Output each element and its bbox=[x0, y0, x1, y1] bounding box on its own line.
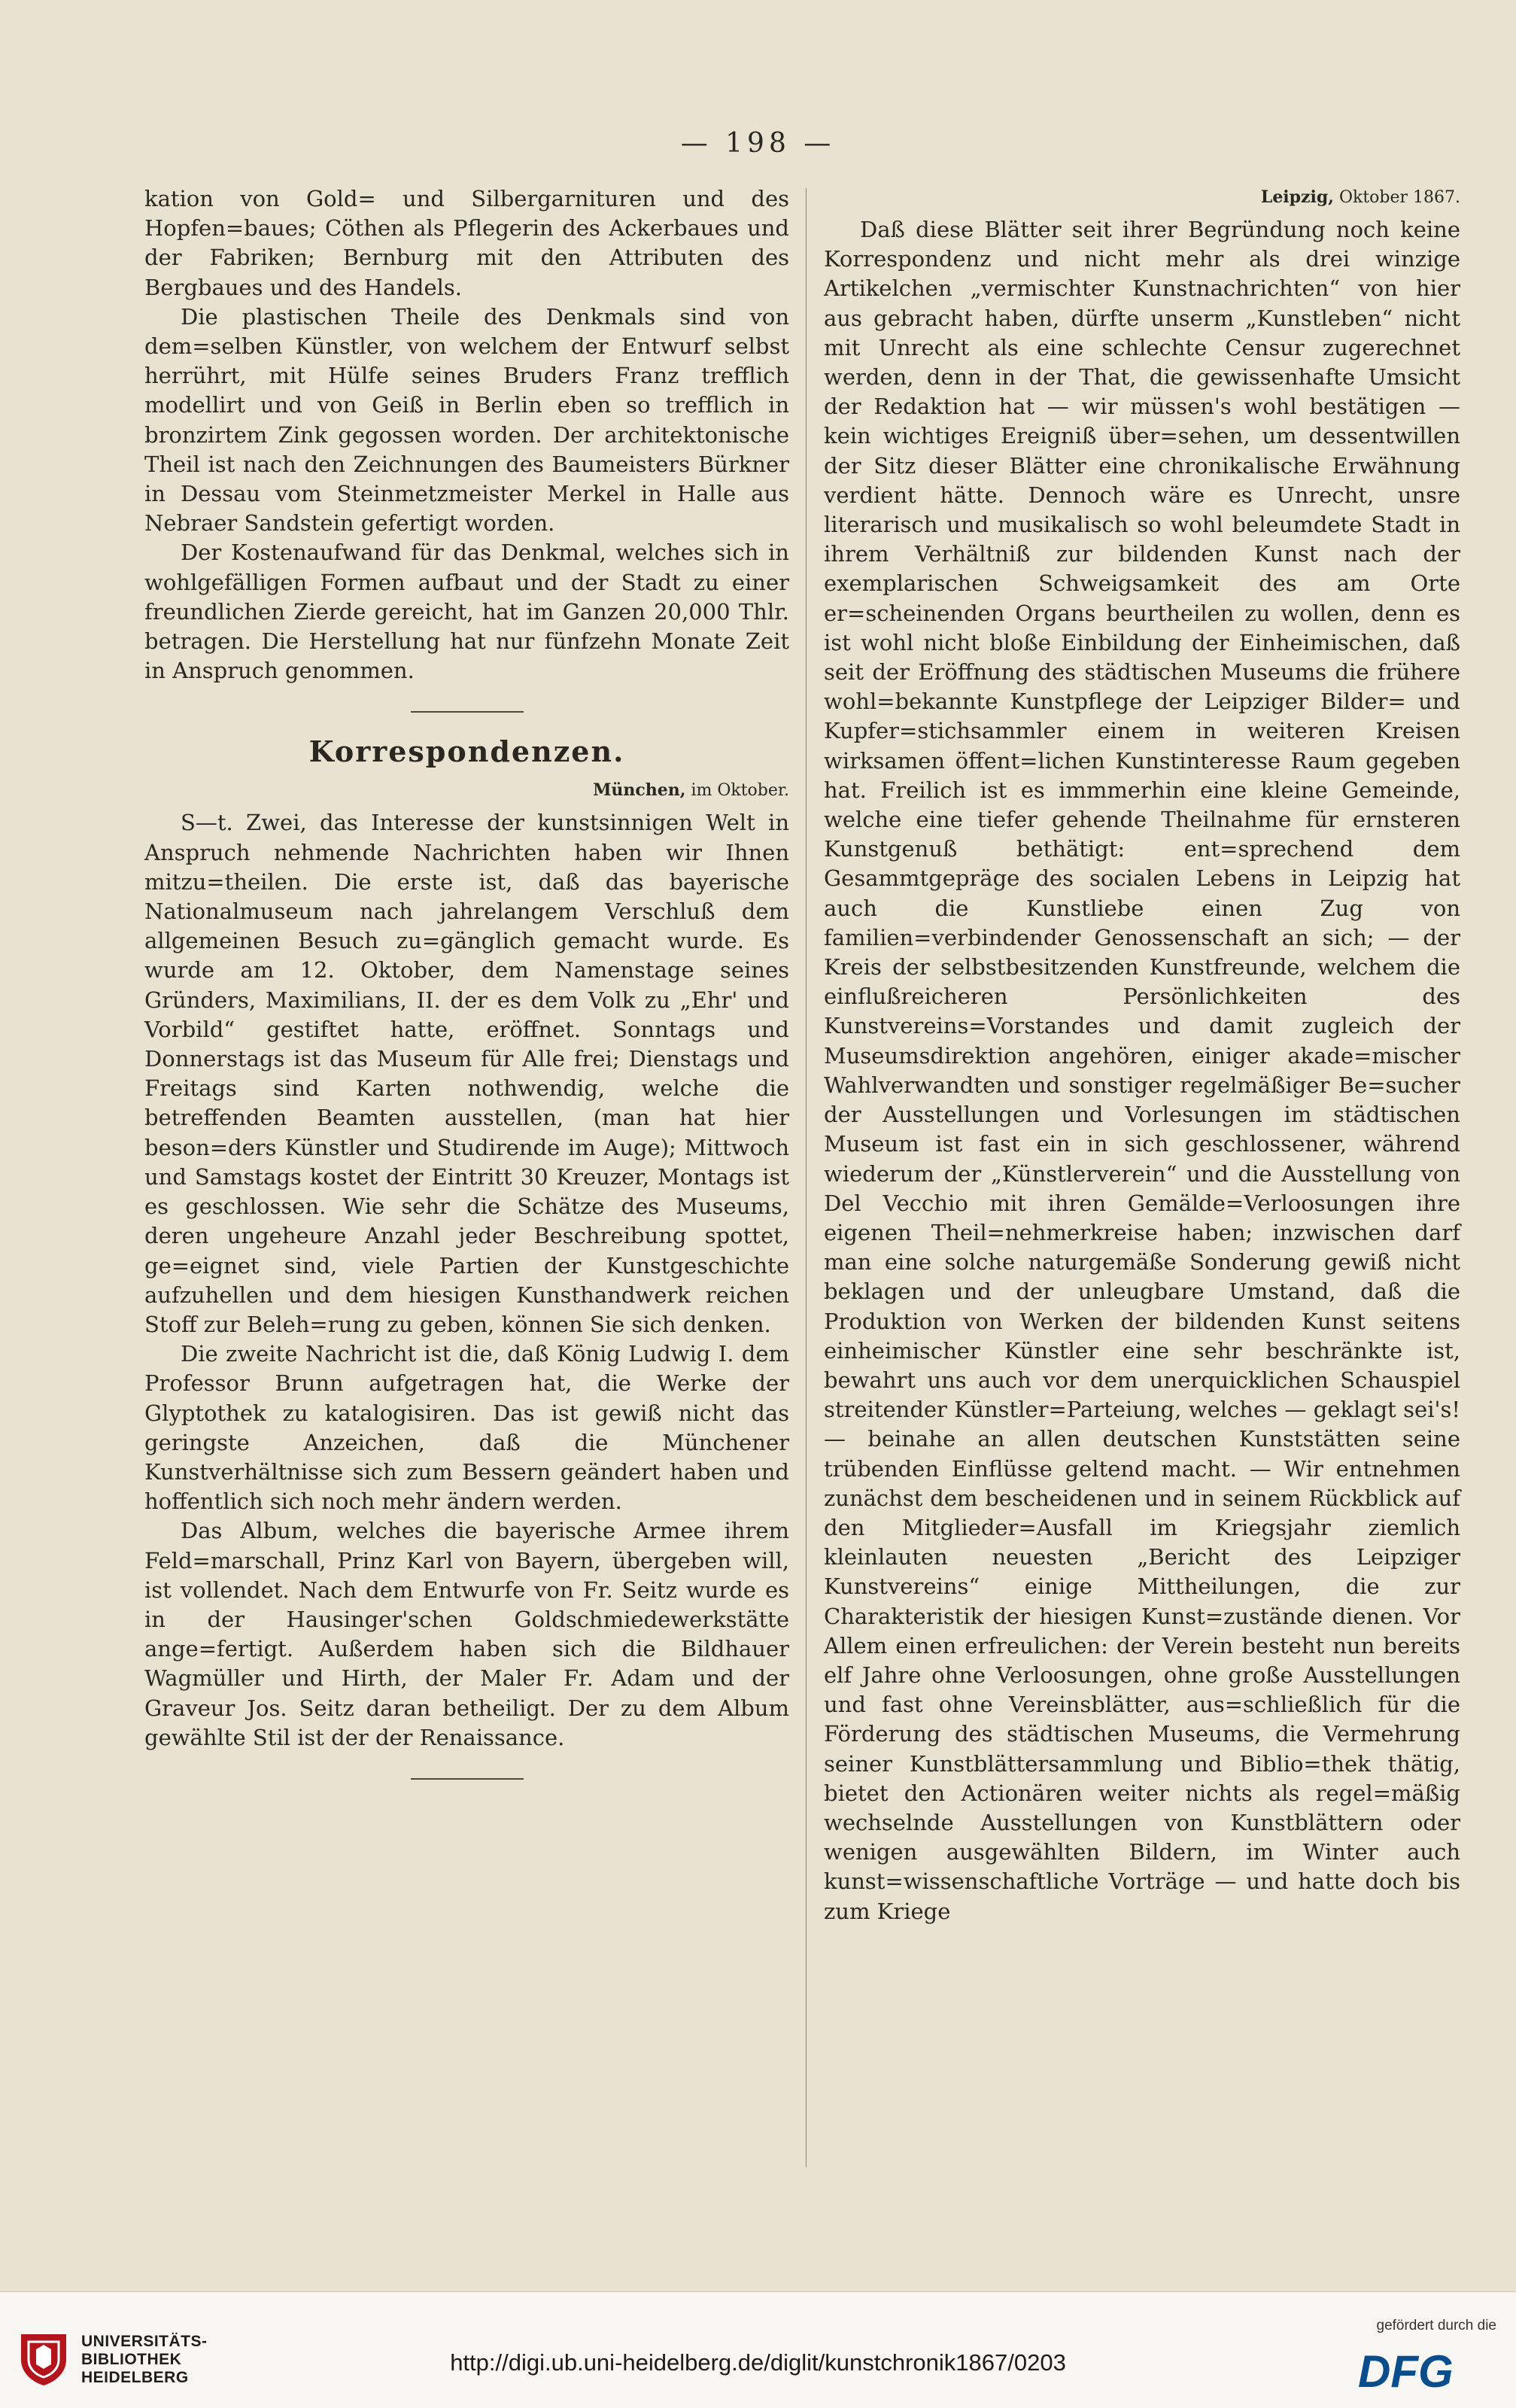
paragraph: Die zweite Nachricht ist die, daß König Ludwig I. dem Professor Brunn aufgetragen hat, die Werke der Glyptothek zu katalogisiren. Das ist gewiß nicht das geringste Anzeichen, daß die Münchener Kunstverhältnisse sich zum Bessern geändert haben und hoffentlich sich noch mehr ändern werden. bbox=[144, 1341, 789, 1515]
dateline-munich bbox=[144, 777, 789, 804]
dateline-date: Oktober 1867. bbox=[1338, 188, 1460, 207]
permalink-url[interactable]: http://digi.ub.uni-heidelberg.de/diglit/kunstchronik1867/0203 bbox=[450, 2349, 1066, 2376]
institution-line: HEIDELBERG bbox=[81, 2369, 189, 2386]
paragraph: kation von Gold= und Silbergarnituren und des Hopfen=baues; Cöthen als Pflegerin des Ackerbaues und der Fabriken; Bernburg mit den Attributen des Bergbaues und des Handels. bbox=[144, 186, 789, 300]
paragraph: Die plastischen Theile des Denkmals sind von dem=selben Künstler, von welchem der Entwurf selbst herrührt, mit Hülfe seines Bruders Franz trefflich modellirt und von Geiß in Berlin eben so trefflich in bronzirtem Zink gegossen worden. Der architektonische Theil ist nach den Zeichnungen des Baumeisters Bürkner in Dessau vom Steinmetzmeister Merkel in Halle aus Nebraer Sandstein gefertigt worden. bbox=[144, 303, 789, 537]
dateline-place: München, bbox=[593, 780, 686, 801]
paragraph: Der Kostenaufwand für das Denkmal, welches sich in wohlgefälligen Formen aufbaut und der Stadt zu einer freundlichen Zierde gereicht, hat im Ganzen 20,000 Thlr. betragen. Die Herstellung hat nur fünfzehn Monate Zeit in Anspruch genommen. bbox=[144, 540, 789, 684]
funder-logo-text: DFG bbox=[1358, 2346, 1454, 2393]
paragraph: Daß diese Blätter seit ihrer Begründung noch keine Korrespondenz und nicht mehr als drei winzige Artikelchen „vermischter Kunstnachrichten“ von hier aus gebracht haben, dürfte unserm „Kunstleben“ nicht mit Unrecht als eine schlechte Censur zugerechnet werden, denn in der That, die gewissenhafte Umsicht der Redaktion hat — wir müssen's wohl bestätigen — kein wichtiges Ereigniß über=sehen, um dessentwillen der Sitz dieser Blätter eine chronikalische Erwähnung verdient hätte. Dennoch wäre es Unrecht, unsre literarisch und musikalisch so wohl beleumdete Stadt in ihrem Verhältniß zur bildenden Kunst nach der exemplarischen Schweigsamkeit des am Orte er=scheinenden Organs beurtheilen zu wollen, denn es ist wohl nicht bloße Einbildung der Einheimischen, daß seit der Eröffnung des städtischen Museums die frühere wohl=bekannte Kunstpflege der Leipziger Bilder= und Kupfer=stichsammler einem in weiteren Kreisen wirksamen öffent=lichen Kunstinteresse Raum gegeben hat. Freilich ist es immmerhin eine kleine Gemeinde, welche eine tiefer gehende Theilnahme für ernsteren Kunstgenuß bethätigt: ent=sprechend dem Gesammtgepräge des socialen Lebens in Leipzig hat auch die Kunstliebe einen Zug von familien=verbindender Genossenschaft an sich; — der Kreis der selbstbesitzenden Kunstfreunde, welchem die einflußreicheren Persönlichkeiten des Kunstvereins=Vorstandes und damit zugleich der Museumsdirektion angehören, einiger akade=mischer Wahlverwandten und sonstiger regelmäßiger Be=sucher der Ausstellungen und Vorlesungen im städtischen Museum ist fast ein in sich geschlossener, während wiederum der „Künstlerverein“ und die Ausstellung von Del Vecchio mit ihren Gemälde=Verloosungen ihre eigenen Theil=nehmerkreise haben; inzwischen darf man eine solche naturgemäße Sonderung gewiß nicht beklagen und der unleugbare Umstand, daß die Produktion von Werken der bildenden Kunst seitens einheimischer Künstler eine sehr beschränkte ist, bewahrt uns auch vor dem unerquicklichen Schauspiel streitender Künstler=Parteiung, welches — geklagt sei's! — beinahe an allen deutschen Kunststätten seine trübenden Einflüsse geltend macht. — Wir entnehmen zunächst dem bescheidenen und in seinem Rückblick auf den Mitglieder=Ausfall im Kriegsjahr ziemlich kleinlauten neuesten „Bericht des Leipziger Kunstvereins“ einige Mittheilungen, die zur Charakteristik der hiesigen Kunst=zustände dienen. Vor Allem einen erfreulichen: der Verein besteht nun bereits elf Jahre ohne Verloosungen, ohne große Ausstellungen und fast ohne Vereinsblätter, aus=schließlich für die Förderung des städtischen Museums, die Vermehrung seiner Kunstblättersammlung und Biblio=thek thätig, bietet den Actionären weiter nichts als regel=mäßig wechselnde Ausstellungen von Kunstblättern oder wenigen ausgewählten Bildern, im Winter auch kunst=wissenschaftliche Vorträge — und hatte doch bis zum Kriege bbox=[824, 217, 1460, 1924]
dfg-logo-icon bbox=[1353, 2346, 1496, 2393]
right-column bbox=[824, 184, 1460, 1926]
dateline-place: Leipzig, bbox=[1260, 187, 1334, 207]
left-column bbox=[144, 184, 789, 1801]
institution-line: UNIVERSITÄTS- bbox=[81, 2333, 208, 2350]
section-divider bbox=[411, 1778, 524, 1780]
funder-label: gefördert durch die bbox=[1376, 2318, 1496, 2334]
dateline-date: im Oktober. bbox=[691, 781, 789, 801]
footer-bar bbox=[0, 2291, 1516, 2408]
page-number: — 198 — bbox=[680, 128, 836, 159]
paragraph: Das Album, welches die bayerische Armee ihrem Feld=marschall, Prinz Karl von Bayern, übergeben will, ist vollendet. Nach dem Entwurfe von Fr. Seitz wurde es in der Hausinger'schen Goldschmiedewerkstätte ange=fertigt. Außerdem haben sich die Bildhauer Wagmüller und Hirth, der Maler Fr. Adam und der Graveur Jos. Seitz daran betheiligt. Der zu dem Album gewählte Stil ist der der Renaissance. bbox=[144, 1518, 789, 1750]
institution-line: BIBLIOTHEK bbox=[81, 2351, 182, 2368]
column-divider bbox=[806, 188, 807, 2167]
section-heading: Korrespondenzen. bbox=[308, 734, 625, 769]
section-divider bbox=[411, 711, 524, 713]
paragraph: S—t. Zwei, das Interesse der kunstsinnigen Welt in Anspruch nehmende Nachrichten haben wir Ihnen mitzu=theilen. Die erste ist, daß das bayerische Nationalmuseum nach jahrelangem Verschluß dem allgemeinen Besuch zu=gänglich gemacht wurde. Es wurde am 12. Oktober, dem Namenstage seines Gründers, Maximilians, II. der es dem Volk zu „Ehr' und Vorbild“ gestiftet hatte, eröffnet. Sonntags und Donnerstags ist das Museum für Alle frei; Dienstags und Freitags sind Karten nothwendig, welche die betreffenden Beamten ausstellen, (man hat hier beson=ders Künstler und Studirende im Auge); Mittwoch und Samstags kostet der Eintritt 30 Kreuzer, Montags ist es geschlossen. Wie sehr die Schätze des Museums, deren ungeheure Anzahl jeder Beschreibung spottet, ge=eignet sind, viele Partien der Kunstgeschichte aufzuhellen und dem hiesigen Kunsthandwerk reichen Stoff zur Beleh=rung zu geben, können Sie sich denken. bbox=[144, 810, 789, 1337]
dateline-leipzig bbox=[824, 184, 1460, 211]
